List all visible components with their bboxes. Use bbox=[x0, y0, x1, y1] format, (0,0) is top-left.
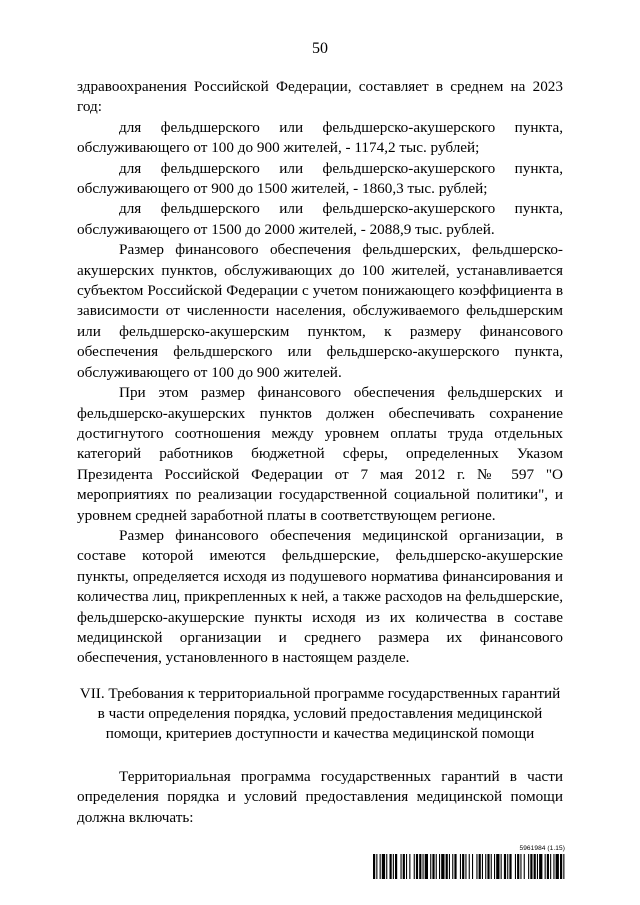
paragraph-intro: здравоохранения Российской Федерации, составляет в среднем на 2023 год: bbox=[77, 78, 563, 116]
section-heading bbox=[77, 684, 563, 744]
paragraph-list-item: для фельдшерского или фельдшерско-акушерского пункта, обслуживающего от 900 до 1500 жителей, - 1860,3 тыс. рублей; bbox=[77, 159, 563, 198]
stamp-code: 5961984 (1.15) bbox=[519, 845, 565, 852]
section-heading-line: в части определения порядка, условий предоставления медицинской bbox=[97, 704, 543, 722]
page-number: 50 bbox=[312, 40, 328, 57]
section-heading-line: помощи, критериев доступности и качества медицинской помощи bbox=[105, 724, 535, 742]
paragraph-list-item: для фельдшерского или фельдшерско-акушерского пункта, обслуживающего от 1500 до 2000 жителей, - 2088,9 тыс. рублей. bbox=[77, 200, 563, 238]
section-heading-line: VII. Требования к территориальной программе государственных гарантий bbox=[79, 684, 561, 702]
paragraph: При этом размер финансового обеспечения фельдшерских и фельдшерско-акушерских пунктов должен обеспечивать сохранение достигнутого соотношения между уровнем оплаты труда отдельных категорий работников бюджетной сферы, определенных Указом Президента Российской Федерации от 7 мая 2012 г. № 597 "О мероприятиях по реализации государственной социальной политики", и уровнем средней заработной платы в соответствующем регионе. bbox=[77, 384, 563, 524]
barcode-icon bbox=[373, 854, 565, 879]
paragraph: Размер финансового обеспечения фельдшерских, фельдшерско-акушерских пунктов, обслуживающих до 100 жителей, устанавливается субъектом Российской Федерации с учетом понижающего коэффициента в зависимости от численности населения, обслуживаемого фельдшерским или фельдшерско-акушерским пунктом, к размеру финансового обеспечения фельдшерского или фельдшерско-акушерского пункта, обслуживающего от 100 до 900 жителей. bbox=[77, 241, 563, 381]
document-barcode-stamp bbox=[373, 846, 565, 879]
paragraph-closing: Территориальная программа государственных гарантий в части определения порядка и условий предоставления медицинской помощи должна включать: bbox=[77, 767, 563, 826]
document-body bbox=[77, 77, 563, 828]
paragraph-list-item: для фельдшерского или фельдшерско-акушерского пункта, обслуживающего от 100 до 900 жителей, - 1174,2 тыс. рублей; bbox=[77, 118, 563, 157]
paragraph: Размер финансового обеспечения медицинской организации, в составе которой имеются фельдшерские, фельдшерско-акушерские пункты, определяется исходя из подушевого норматива финансирования и количества лиц, прикрепленных к ней, а также расходов на фельдшерские, фельдшерско-акушерские пункты исходя из их количества в составе медицинской организации и среднего размера их финансового обеспечения, установленного в настоящем разделе. bbox=[77, 526, 563, 667]
